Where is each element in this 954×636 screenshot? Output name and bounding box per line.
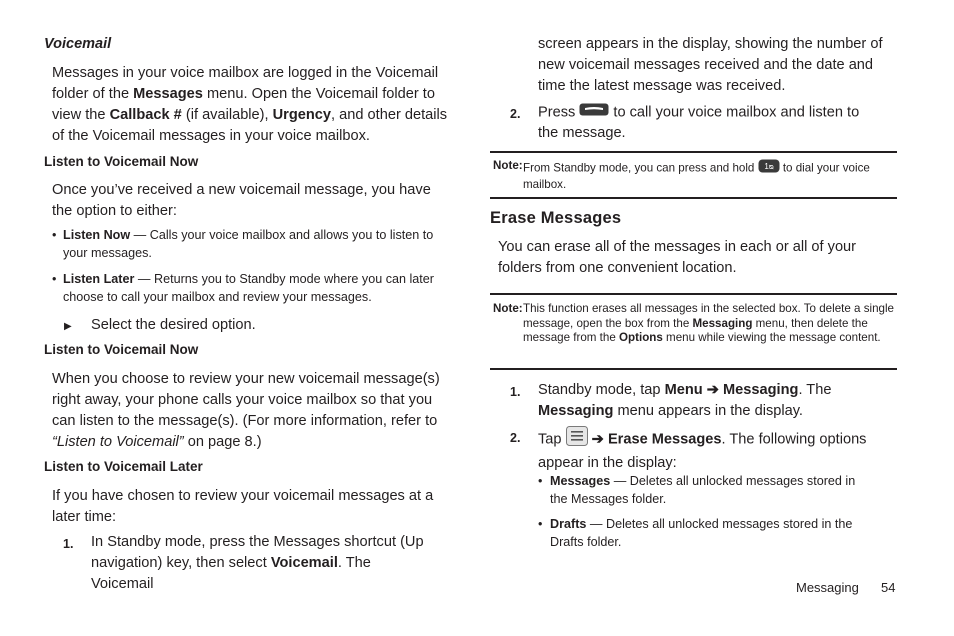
erase-intro: You can erase all of the messages in each or all of your folders from one convenient location. <box>498 239 857 276</box>
erase-step-1-text: Standby mode, tap Menu ➔ Messaging. The Messaging menu appears in the display. <box>538 382 832 419</box>
note-2-bottom-rule <box>490 368 897 370</box>
listen-now-intro: Once you’ve received a new voicemail message, you have the option to either: <box>52 182 431 219</box>
listen-later-bullet: • Listen Later — Returns you to Standby mode where you can later choose to call your mailbox and review your messages. <box>52 272 435 304</box>
voicemail-heading: Voicemail <box>44 36 112 52</box>
note-2-text: This function erases all messages in the selected box. To delete a single message, open the box from the Messaging menu, then delete the message from the Options menu while viewing the message content. <box>523 302 894 344</box>
footer-section: Messaging <box>796 580 859 595</box>
step-1-text: In Standby mode, press the Messages shortcut (Up navigation) key, then select Voicemail. The Voicemail <box>91 534 424 592</box>
menu-list-icon <box>566 426 588 453</box>
note-1-bottom-rule <box>490 197 897 199</box>
note-1-label: Note: <box>493 159 523 172</box>
voicemail-intro: Messages in your voice mailbox are logged in the Voicemail folder of the Messages menu. Open the Voicemail folder to view the Callback # (if available), Urgency, and other details of the Voicemail messages in your voice mailbox. <box>52 65 448 144</box>
erase-bullet-messages: • Messages — Deletes all unlocked messages stored in the Messages folder. <box>538 474 856 506</box>
erase-step-2-number: 2. <box>510 431 521 445</box>
step-1-number: 1. <box>63 537 74 551</box>
later-intro: If you have chosen to review your voicemail messages at a later time: <box>52 488 434 525</box>
note-2-label: Note: <box>493 302 523 315</box>
select-option-step: Select the desired option. <box>91 317 256 333</box>
voicemail-1-key-icon <box>758 159 780 178</box>
listen-later-heading: Listen to Voicemail Later <box>44 459 203 474</box>
send-key-icon <box>579 102 609 123</box>
note-1-top-rule <box>490 151 897 153</box>
step-1-continuation: screen appears in the display, showing the number of new voicemail messages received and the date and time the latest message was received. <box>538 36 883 94</box>
svg-text:1ᴓ: 1ᴓ <box>763 162 774 171</box>
step-2-text: Press to call your voice mailbox and listen to the message. <box>538 102 883 144</box>
footer-page-number: 54 <box>881 580 896 595</box>
listen-now-heading: Listen to Voicemail Now <box>44 154 199 169</box>
note-1-text: From Standby mode, you can press and hold 1ᴓ to dial your voice mailbox. <box>523 159 893 192</box>
erase-step-1-number: 1. <box>510 385 521 399</box>
erase-step-2-text: Tap ➔ Erase Messages. The following options appear in the display: <box>538 426 896 474</box>
listen-now-bullet: • Listen Now — Calls your voice mailbox and allows you to listen to your messages. <box>52 228 434 260</box>
listen-now-heading-2: Listen to Voicemail Now <box>44 342 199 357</box>
note-2-top-rule <box>490 293 897 295</box>
erase-bullet-drafts: • Drafts — Deletes all unlocked messages stored in the Drafts folder. <box>538 517 853 549</box>
erase-messages-heading: Erase Messages <box>490 209 622 227</box>
arrow-bullet-icon: ▶ <box>64 321 72 332</box>
review-paragraph: When you choose to review your new voicemail message(s) right away, your phone calls your voice mailbox so that you can listen to the message(s). (For more information, refer to “Listen to Voicemail” on page 8.) <box>52 371 440 450</box>
step-2-number: 2. <box>510 107 521 121</box>
